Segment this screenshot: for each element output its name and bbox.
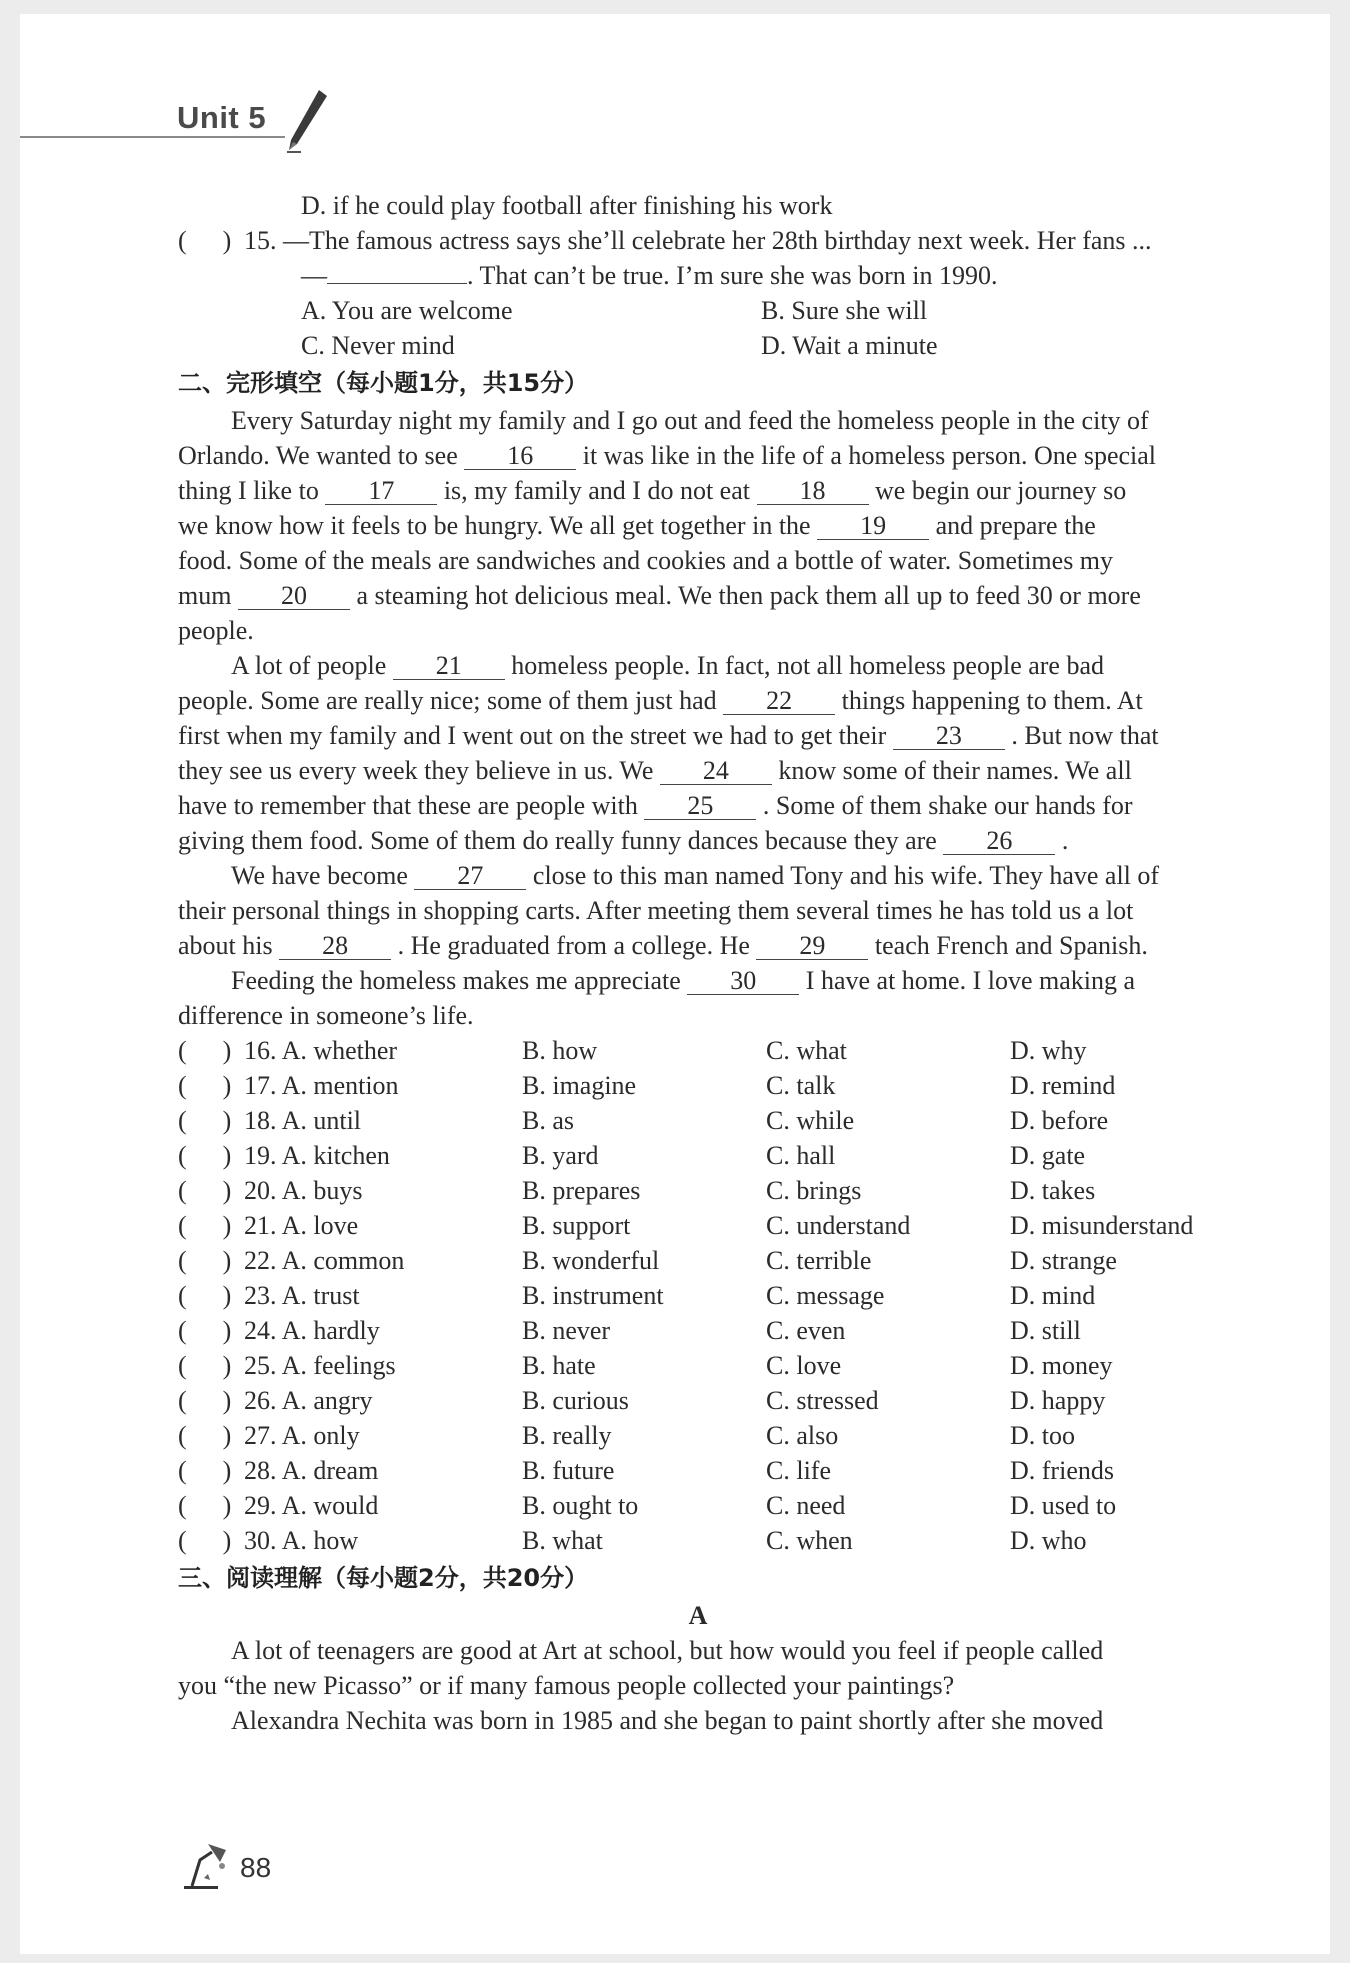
blank-27[interactable]: 27	[414, 863, 526, 890]
cloze-text: first when my family and I went out on the street we had to get their	[178, 721, 893, 750]
question-option-a: 22. A. common	[244, 1246, 405, 1275]
question-option: D. why	[1010, 1036, 1087, 1065]
question-row	[178, 1348, 1218, 1383]
q15-options	[178, 293, 1218, 363]
cloze-text: things happening to them. At	[841, 686, 1143, 715]
question-option: D. who	[1010, 1526, 1087, 1555]
blank-17[interactable]: 17	[325, 478, 437, 505]
cloze-line	[178, 578, 1218, 613]
cloze-text: homeless people. In fact, not all homeless people are bad	[511, 651, 1105, 680]
question-option: C. talk	[766, 1071, 836, 1100]
question-stem	[178, 1173, 522, 1208]
cloze-text: I have at home. I love making a	[805, 966, 1136, 995]
cloze-text: and prepare the	[935, 511, 1096, 540]
answer-paren[interactable]: ( )	[178, 1456, 232, 1485]
answer-paren[interactable]: ( )	[178, 1211, 232, 1240]
cloze-text: people.	[178, 616, 254, 645]
cloze-line	[178, 718, 1218, 753]
question-stem	[178, 1278, 522, 1313]
cloze-text: Every Saturday night my family and I go out and feed the homeless people in the city of	[231, 406, 1149, 435]
cloze-text: about his	[178, 931, 280, 960]
cloze-text: know some of their names. We all	[778, 756, 1132, 785]
question-row	[178, 1138, 1218, 1173]
cloze-text: it was like in the life of a homeless person. One special	[582, 441, 1157, 470]
cloze-text: food. Some of the meals are sandwiches and cookies and a bottle of water. Sometimes my	[178, 546, 1114, 575]
blank-28[interactable]: 28	[279, 933, 391, 960]
question-stem	[178, 1313, 522, 1348]
reading-line: A lot of teenagers are good at Art at school, but how would you feel if people called	[231, 1636, 1104, 1665]
question-option: B. what	[522, 1526, 603, 1555]
question-option-a: 25. A. feelings	[244, 1351, 396, 1380]
question-option: B. instrument	[522, 1281, 664, 1310]
question-option: C. brings	[766, 1176, 862, 1205]
question-option-a: 18. A. until	[244, 1106, 362, 1135]
question-row	[178, 1278, 1218, 1313]
question-option: B. really	[522, 1421, 612, 1450]
cloze-text: is, my family and I do not eat	[443, 476, 757, 505]
cloze-line	[178, 858, 1218, 893]
question-option-a: 19. A. kitchen	[244, 1141, 390, 1170]
q15-option-a: A. You are welcome	[301, 296, 513, 325]
header-rule	[20, 136, 285, 138]
cloze-text: We have become	[231, 861, 415, 890]
question-row	[178, 1313, 1218, 1348]
cloze-line	[178, 788, 1218, 823]
question-stem	[178, 1208, 522, 1243]
blank-23[interactable]: 23	[893, 723, 1005, 750]
question-option-a: 28. A. dream	[244, 1456, 379, 1485]
question-option: C. even	[766, 1316, 846, 1345]
cloze-line	[178, 648, 1218, 683]
question-row	[178, 1383, 1218, 1418]
question-option-a: 27. A. only	[244, 1421, 360, 1450]
question-option: B. prepares	[522, 1176, 641, 1205]
cloze-text: have to remember that these are people with	[178, 791, 645, 820]
cloze-line	[178, 543, 1218, 578]
question-row	[178, 1173, 1218, 1208]
cloze-line	[178, 403, 1218, 438]
question-option: C. terrible	[766, 1246, 872, 1275]
question-option: B. never	[522, 1316, 611, 1345]
question-row	[178, 1068, 1218, 1103]
unit-title: Unit 5	[177, 100, 267, 135]
question-option: C. while	[766, 1106, 855, 1135]
section-3-heading: 三、阅读理解（每小题2分，共20分）	[178, 1564, 589, 1592]
question-row	[178, 1103, 1218, 1138]
question-stem	[178, 1068, 522, 1103]
blank-25[interactable]: 25	[644, 793, 756, 820]
blank-29[interactable]: 29	[756, 933, 868, 960]
answer-paren[interactable]: ( )	[178, 226, 232, 255]
blank-21[interactable]: 21	[393, 653, 505, 680]
answer-paren[interactable]: ( )	[178, 1491, 232, 1520]
cloze-text: giving them food. Some of them do really funny dances because they are	[178, 826, 944, 855]
question-option: D. mind	[1010, 1281, 1096, 1310]
question-option: C. need	[766, 1491, 846, 1520]
question-option: D. too	[1010, 1421, 1075, 1450]
cloze-text: we know how it feels to be hungry. We all get together in the	[178, 511, 818, 540]
question-option-a: 21. A. love	[244, 1211, 359, 1240]
answer-paren[interactable]: ( )	[178, 1526, 232, 1555]
cloze-line	[178, 823, 1218, 858]
question-option: D. still	[1010, 1316, 1081, 1345]
question-option: D. before	[1010, 1106, 1109, 1135]
cloze-text: . Some of them shake our hands for	[762, 791, 1133, 820]
question-option: C. understand	[766, 1211, 911, 1240]
answer-paren[interactable]: ( )	[178, 1421, 232, 1450]
q15-reply-line: — . That can’t be true. I’m sure she was born in 1990.	[301, 261, 998, 290]
question-row	[178, 1523, 1218, 1558]
answer-paren[interactable]: ( )	[178, 1106, 232, 1135]
question-option-a: 29. A. would	[244, 1491, 379, 1520]
cloze-text: thing I like to	[178, 476, 326, 505]
cloze-text: Feeding the homeless makes me appreciate	[231, 966, 688, 995]
cloze-text: close to this man named Tony and his wife. They have all of	[532, 861, 1160, 890]
question-row	[178, 1453, 1218, 1488]
question-option: C. when	[766, 1526, 853, 1555]
question-option: D. happy	[1010, 1386, 1106, 1415]
cloze-line	[178, 683, 1218, 718]
question-stem	[178, 1453, 522, 1488]
cloze-line	[178, 473, 1218, 508]
question-option: B. yard	[522, 1141, 599, 1170]
question-stem	[178, 1383, 522, 1418]
answer-paren[interactable]: ( )	[178, 1176, 232, 1205]
question-option: D. takes	[1010, 1176, 1096, 1205]
q15-option-b: B. Sure she will	[761, 296, 928, 325]
question-option: B. hate	[522, 1351, 596, 1380]
blank-22[interactable]: 22	[723, 688, 835, 715]
cloze-line	[178, 963, 1218, 998]
answer-paren[interactable]: ( )	[178, 1281, 232, 1310]
question-row	[178, 1243, 1218, 1278]
pen-icon	[283, 88, 329, 154]
question-option: B. curious	[522, 1386, 629, 1415]
question-stem	[178, 1243, 522, 1278]
cloze-text: they see us every week they believe in us. We	[178, 756, 660, 785]
question-option-a: 30. A. how	[244, 1526, 359, 1555]
cloze-line	[178, 508, 1218, 543]
question-stem	[178, 1523, 522, 1558]
question-option-a: 17. A. mention	[244, 1071, 399, 1100]
question-option: C. what	[766, 1036, 847, 1065]
q15-stem: —The famous actress says she’ll celebrate her 28th birthday next week. Her fans ...	[283, 226, 1152, 255]
q15-number: 15.	[244, 226, 277, 255]
cloze-line	[178, 753, 1218, 788]
cloze-text: difference in someone’s life.	[178, 1001, 474, 1030]
question-option-a: 20. A. buys	[244, 1176, 363, 1205]
question-option: D. used to	[1010, 1491, 1117, 1520]
question-option-a: 23. A. trust	[244, 1281, 360, 1310]
q15-option-d: D. Wait a minute	[761, 331, 938, 360]
cloze-text: their personal things in shopping carts. After meeting them several times he has told us a lot	[178, 896, 1134, 925]
cloze-text: people. Some are really nice; some of them just had	[178, 686, 724, 715]
cloze-line	[178, 998, 1218, 1033]
q15-option-c: C. Never mind	[301, 331, 455, 360]
question-option: C. stressed	[766, 1386, 879, 1415]
question-option: B. imagine	[522, 1071, 637, 1100]
question-option: D. money	[1010, 1351, 1113, 1380]
cloze-text: A lot of people	[231, 651, 393, 680]
desk-lamp-icon	[178, 1840, 234, 1890]
question-option: B. ought to	[522, 1491, 639, 1520]
question-option: D. misunderstand	[1010, 1211, 1194, 1240]
answer-paren[interactable]: ( )	[178, 1246, 232, 1275]
q15-stem-line	[178, 223, 1218, 258]
question-option: B. how	[522, 1036, 598, 1065]
section-2-heading: 二、完形填空（每小题1分，共15分）	[178, 369, 589, 397]
blank-30[interactable]: 30	[687, 968, 799, 995]
question-stem	[178, 1103, 522, 1138]
reading-line: Alexandra Nechita was born in 1985 and she began to paint shortly after she moved	[231, 1706, 1104, 1735]
q14-option-d: D. if he could play football after finishing his work	[301, 191, 833, 220]
cloze-text: . He graduated from a college. He	[397, 931, 757, 960]
question-option: D. remind	[1010, 1071, 1116, 1100]
question-option: C. message	[766, 1281, 885, 1310]
question-stem	[178, 1138, 522, 1173]
cloze-text: mum	[178, 581, 238, 610]
question-option: B. wonderful	[522, 1246, 660, 1275]
question-row	[178, 1033, 1218, 1068]
passage-label: A	[688, 1601, 708, 1630]
question-option: B. support	[522, 1211, 631, 1240]
cloze-line	[178, 613, 1218, 648]
question-option: B. as	[522, 1106, 574, 1135]
page-number: 88	[240, 1852, 272, 1883]
question-row	[178, 1208, 1218, 1243]
question-option: D. friends	[1010, 1456, 1114, 1485]
blank-20[interactable]: 20	[238, 583, 350, 610]
cloze-text: we begin our journey so	[875, 476, 1127, 505]
question-stem	[178, 1348, 522, 1383]
question-option-a: 26. A. angry	[244, 1386, 373, 1415]
page-content	[178, 188, 1218, 1738]
cloze-line	[178, 928, 1218, 963]
question-option: C. life	[766, 1456, 831, 1485]
cloze-questions	[178, 1033, 1218, 1558]
question-row	[178, 1488, 1218, 1523]
question-row	[178, 1418, 1218, 1453]
reading-line: you “the new Picasso” or if many famous people collected your paintings?	[178, 1671, 955, 1700]
question-option: C. hall	[766, 1141, 836, 1170]
answer-paren[interactable]: ( )	[178, 1141, 232, 1170]
question-option-a: 16. A. whether	[244, 1036, 398, 1065]
cloze-text: .	[1061, 826, 1069, 855]
answer-paren[interactable]: ( )	[178, 1036, 232, 1065]
question-option: B. future	[522, 1456, 615, 1485]
cloze-text: . But now that	[1011, 721, 1159, 750]
question-option: D. strange	[1010, 1246, 1117, 1275]
question-stem	[178, 1033, 522, 1068]
blank-16[interactable]: 16	[464, 443, 576, 470]
question-option: C. also	[766, 1421, 839, 1450]
q15-blank[interactable]	[327, 283, 467, 284]
question-stem	[178, 1488, 522, 1523]
cloze-line	[178, 438, 1218, 473]
question-option: C. love	[766, 1351, 842, 1380]
question-option: D. gate	[1010, 1141, 1086, 1170]
blank-18[interactable]: 18	[757, 478, 869, 505]
blank-26[interactable]: 26	[943, 828, 1055, 855]
answer-paren[interactable]: ( )	[178, 1316, 232, 1345]
cloze-passage	[178, 403, 1218, 1033]
question-stem	[178, 1418, 522, 1453]
answer-paren[interactable]: ( )	[178, 1386, 232, 1415]
answer-paren[interactable]: ( )	[178, 1351, 232, 1380]
cloze-text: teach French and Spanish.	[874, 931, 1148, 960]
cloze-text: a steaming hot delicious meal. We then pack them all up to feed 30 or more	[356, 581, 1141, 610]
question-option-a: 24. A. hardly	[244, 1316, 380, 1345]
answer-paren[interactable]: ( )	[178, 1071, 232, 1100]
cloze-line	[178, 893, 1218, 928]
blank-24[interactable]: 24	[660, 758, 772, 785]
blank-19[interactable]: 19	[817, 513, 929, 540]
cloze-text: Orlando. We wanted to see	[178, 441, 465, 470]
